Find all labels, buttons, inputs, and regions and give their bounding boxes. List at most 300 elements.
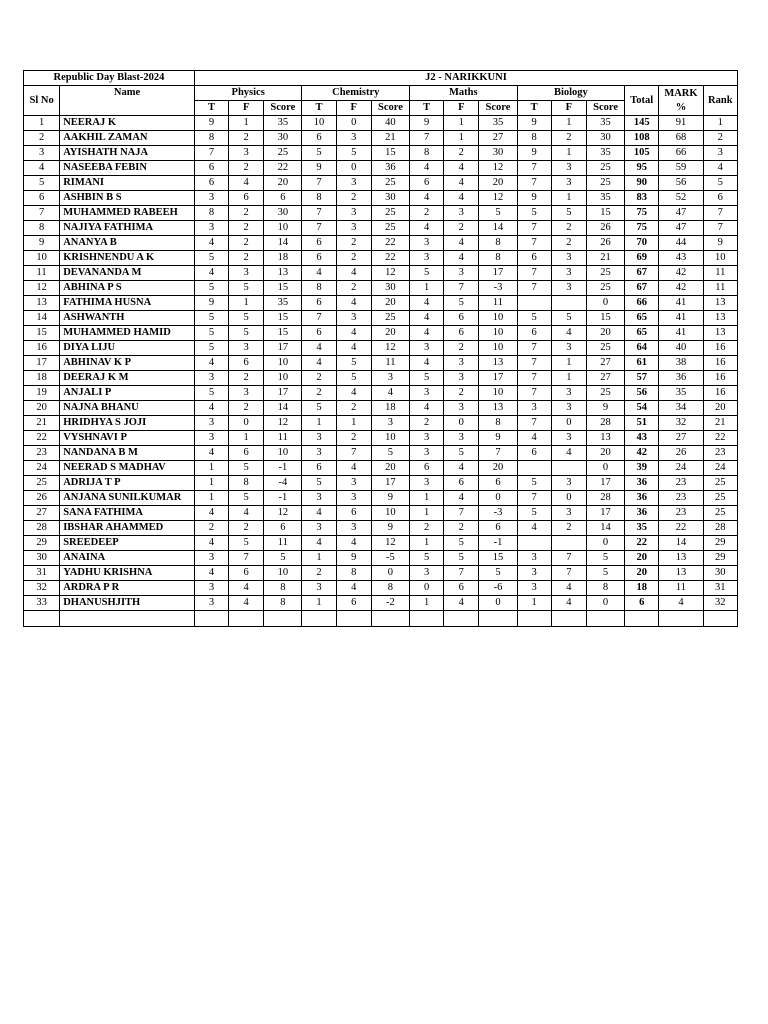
table-row — [24, 131, 738, 146]
physics-f-cell: 2 — [229, 401, 264, 416]
student-name-cell: NAJIYA FATHIMA — [60, 221, 195, 236]
biology-f-cell: 7 — [551, 566, 586, 581]
rank-cell: 24 — [703, 461, 737, 476]
biology-f-cell: 3 — [551, 341, 586, 356]
mark-percent-cell: 40 — [659, 341, 703, 356]
chemistry-t-cell: 6 — [302, 326, 336, 341]
table-row — [24, 536, 738, 551]
sl-no-cell: 19 — [24, 386, 60, 401]
table-row — [24, 146, 738, 161]
maths-f-cell: 0 — [444, 416, 479, 431]
chemistry-f-cell: 3 — [336, 476, 371, 491]
maths-f-cell: 6 — [444, 311, 479, 326]
maths-score-cell: 10 — [479, 311, 517, 326]
biology-t-cell: 7 — [517, 386, 551, 401]
mark-percent-cell: 41 — [659, 311, 703, 326]
sl-no-cell: 1 — [24, 116, 60, 131]
physics-t-cell: 5 — [194, 341, 228, 356]
mark-percent-cell: 4 — [659, 596, 703, 611]
subject-chemistry-header: Chemistry — [302, 86, 410, 101]
physics-score-cell: 30 — [264, 206, 302, 221]
physics-score-cell: 12 — [264, 506, 302, 521]
maths-f-cell: 4 — [444, 491, 479, 506]
biology-t-cell — [517, 461, 551, 476]
table-row — [24, 161, 738, 176]
chemistry-f-cell: 3 — [336, 176, 371, 191]
chemistry-f-cell: 4 — [336, 326, 371, 341]
mark-percent-line1: MARK — [664, 87, 698, 99]
maths-t-cell: 7 — [410, 131, 444, 146]
mark-percent-line2: % — [675, 101, 687, 113]
biology-f-cell: 1 — [551, 371, 586, 386]
chemistry-t-cell: 1 — [302, 416, 336, 431]
maths-score-cell: 10 — [479, 386, 517, 401]
physics-f-cell: 7 — [229, 551, 264, 566]
physics-t-cell: 9 — [194, 296, 228, 311]
biology-f-cell: 4 — [551, 581, 586, 596]
mark-percent-cell: 41 — [659, 296, 703, 311]
student-name-cell: NEERAD S MADHAV — [60, 461, 195, 476]
biology-score-cell: 25 — [586, 266, 624, 281]
maths-f-cell: 3 — [444, 206, 479, 221]
maths-f-cell: 5 — [444, 536, 479, 551]
maths-t-cell: 1 — [410, 536, 444, 551]
maths-t-cell: 4 — [410, 326, 444, 341]
biology-t-header: T — [517, 101, 551, 116]
mark-percent-cell: 23 — [659, 506, 703, 521]
mark-percent-cell: 23 — [659, 476, 703, 491]
physics-f-cell: 4 — [229, 506, 264, 521]
chemistry-f-cell: 2 — [336, 401, 371, 416]
maths-f-cell: 2 — [444, 341, 479, 356]
rank-header: Rank — [703, 86, 737, 116]
biology-t-cell: 7 — [517, 236, 551, 251]
sl-no-cell: 5 — [24, 176, 60, 191]
biology-t-cell: 6 — [517, 251, 551, 266]
biology-score-cell: 17 — [586, 506, 624, 521]
sl-no-cell: 14 — [24, 311, 60, 326]
rank-cell: 28 — [703, 521, 737, 536]
maths-f-cell: 5 — [444, 296, 479, 311]
biology-t-cell: 7 — [517, 491, 551, 506]
mark-percent-cell: 36 — [659, 371, 703, 386]
total-cell: 57 — [625, 371, 659, 386]
maths-f-cell: 3 — [444, 431, 479, 446]
total-cell: 108 — [625, 131, 659, 146]
rank-cell: 22 — [703, 431, 737, 446]
student-name-cell: SANA FATHIMA — [60, 506, 195, 521]
maths-score-cell: 8 — [479, 416, 517, 431]
empty-cell — [586, 611, 624, 627]
chemistry-t-cell: 4 — [302, 506, 336, 521]
chemistry-score-cell: -5 — [371, 551, 409, 566]
event-title: Republic Day Blast-2024 — [24, 71, 195, 86]
total-cell: 6 — [625, 596, 659, 611]
physics-t-cell: 3 — [194, 416, 228, 431]
biology-score-cell: 25 — [586, 161, 624, 176]
maths-t-cell: 3 — [410, 566, 444, 581]
mark-percent-cell: 52 — [659, 191, 703, 206]
physics-f-cell: 6 — [229, 191, 264, 206]
mark-percent-cell: 68 — [659, 131, 703, 146]
biology-score-cell: 27 — [586, 371, 624, 386]
physics-f-cell: 5 — [229, 281, 264, 296]
student-name-cell: ABHINA P S — [60, 281, 195, 296]
chemistry-score-cell: 10 — [371, 506, 409, 521]
physics-f-cell: 1 — [229, 116, 264, 131]
chemistry-f-cell: 0 — [336, 116, 371, 131]
chemistry-t-cell: 5 — [302, 476, 336, 491]
total-cell: 39 — [625, 461, 659, 476]
maths-t-cell: 3 — [410, 251, 444, 266]
maths-t-cell: 2 — [410, 206, 444, 221]
chemistry-t-cell: 4 — [302, 266, 336, 281]
physics-f-cell: 2 — [229, 221, 264, 236]
table-row — [24, 551, 738, 566]
sl-no-cell: 33 — [24, 596, 60, 611]
chemistry-f-cell: 4 — [336, 266, 371, 281]
physics-score-cell: 35 — [264, 116, 302, 131]
chemistry-t-cell: 2 — [302, 386, 336, 401]
chemistry-score-cell: 9 — [371, 521, 409, 536]
biology-f-cell: 3 — [551, 401, 586, 416]
biology-f-cell: 4 — [551, 326, 586, 341]
biology-t-cell — [517, 536, 551, 551]
total-cell: 36 — [625, 476, 659, 491]
biology-t-cell: 7 — [517, 281, 551, 296]
physics-score-cell: 17 — [264, 341, 302, 356]
biology-score-cell: 5 — [586, 566, 624, 581]
chemistry-f-cell: 3 — [336, 206, 371, 221]
chemistry-score-cell: 20 — [371, 296, 409, 311]
total-cell: 35 — [625, 521, 659, 536]
physics-score-cell: 10 — [264, 221, 302, 236]
student-name-cell: AYISHATH NAJA — [60, 146, 195, 161]
empty-cell — [194, 611, 228, 627]
physics-score-header: Score — [264, 101, 302, 116]
maths-t-header: T — [410, 101, 444, 116]
sl-no-header: Sl No — [24, 86, 60, 116]
chemistry-t-cell: 7 — [302, 206, 336, 221]
biology-t-cell: 3 — [517, 551, 551, 566]
student-name-cell: YADHU KRISHNA — [60, 566, 195, 581]
maths-score-cell: 10 — [479, 341, 517, 356]
biology-f-cell — [551, 296, 586, 311]
maths-t-cell: 4 — [410, 221, 444, 236]
table-row — [24, 356, 738, 371]
empty-cell — [371, 611, 409, 627]
maths-score-cell: 7 — [479, 446, 517, 461]
physics-score-cell: 14 — [264, 236, 302, 251]
biology-f-cell: 3 — [551, 266, 586, 281]
chemistry-f-cell: 2 — [336, 431, 371, 446]
centre-title: J2 - NARIKKUNI — [194, 71, 737, 86]
student-name-cell: ARDRA P R — [60, 581, 195, 596]
rank-cell: 5 — [703, 176, 737, 191]
chemistry-score-cell: 3 — [371, 371, 409, 386]
physics-t-cell: 7 — [194, 146, 228, 161]
maths-t-cell: 3 — [410, 341, 444, 356]
maths-f-cell: 4 — [444, 191, 479, 206]
total-cell: 54 — [625, 401, 659, 416]
empty-cell — [336, 611, 371, 627]
empty-cell — [479, 611, 517, 627]
table-row — [24, 191, 738, 206]
maths-score-cell: 12 — [479, 161, 517, 176]
chemistry-t-cell: 8 — [302, 281, 336, 296]
biology-score-cell: 0 — [586, 536, 624, 551]
chemistry-t-cell: 3 — [302, 446, 336, 461]
student-name-cell: HRIDHYA S JOJI — [60, 416, 195, 431]
rank-cell: 29 — [703, 536, 737, 551]
sl-no-cell: 4 — [24, 161, 60, 176]
student-name-cell: SREEDEEP — [60, 536, 195, 551]
physics-score-cell: 15 — [264, 326, 302, 341]
student-name-cell: MUHAMMED HAMID — [60, 326, 195, 341]
maths-score-cell: 6 — [479, 476, 517, 491]
chemistry-t-cell: 4 — [302, 341, 336, 356]
student-name-cell: NANDANA B M — [60, 446, 195, 461]
chemistry-t-cell: 2 — [302, 371, 336, 386]
maths-f-cell: 3 — [444, 266, 479, 281]
biology-score-cell: 9 — [586, 401, 624, 416]
physics-score-cell: 10 — [264, 566, 302, 581]
biology-score-cell: 8 — [586, 581, 624, 596]
physics-score-cell: 22 — [264, 161, 302, 176]
sl-no-cell: 3 — [24, 146, 60, 161]
biology-t-cell: 1 — [517, 596, 551, 611]
student-name-cell: IBSHAR AHAMMED — [60, 521, 195, 536]
maths-score-cell: 17 — [479, 266, 517, 281]
biology-f-cell: 5 — [551, 311, 586, 326]
chemistry-f-cell: 4 — [336, 461, 371, 476]
physics-f-cell: 4 — [229, 596, 264, 611]
physics-t-cell: 5 — [194, 281, 228, 296]
rank-cell: 3 — [703, 146, 737, 161]
chemistry-t-cell: 6 — [302, 236, 336, 251]
empty-cell — [659, 611, 703, 627]
biology-f-cell: 1 — [551, 146, 586, 161]
chemistry-score-cell: 17 — [371, 476, 409, 491]
physics-f-cell: 0 — [229, 416, 264, 431]
rank-cell: 25 — [703, 476, 737, 491]
physics-t-cell: 3 — [194, 371, 228, 386]
empty-cell — [60, 611, 195, 627]
maths-f-cell: 6 — [444, 326, 479, 341]
chemistry-t-cell: 8 — [302, 191, 336, 206]
student-name-cell: AAKHIL ZAMAN — [60, 131, 195, 146]
biology-f-cell: 3 — [551, 176, 586, 191]
student-name-cell: KRISHNENDU A K — [60, 251, 195, 266]
physics-score-cell: 17 — [264, 386, 302, 401]
chemistry-t-cell: 7 — [302, 176, 336, 191]
physics-f-cell: 5 — [229, 491, 264, 506]
physics-score-cell: 5 — [264, 551, 302, 566]
biology-score-cell: 25 — [586, 176, 624, 191]
mark-percent-cell: 26 — [659, 446, 703, 461]
biology-t-cell: 3 — [517, 401, 551, 416]
chemistry-t-cell: 6 — [302, 296, 336, 311]
table-row — [24, 566, 738, 581]
sl-no-cell: 26 — [24, 491, 60, 506]
biology-t-cell: 4 — [517, 431, 551, 446]
maths-t-cell: 1 — [410, 281, 444, 296]
chemistry-t-cell: 1 — [302, 596, 336, 611]
physics-score-cell: 8 — [264, 596, 302, 611]
rank-cell: 16 — [703, 356, 737, 371]
biology-f-cell: 3 — [551, 386, 586, 401]
total-header: Total — [625, 86, 659, 116]
maths-f-header: F — [444, 101, 479, 116]
maths-score-cell: 8 — [479, 236, 517, 251]
empty-cell — [264, 611, 302, 627]
maths-score-cell: 13 — [479, 401, 517, 416]
mark-percent-cell: 59 — [659, 161, 703, 176]
biology-t-cell: 9 — [517, 116, 551, 131]
physics-f-cell: 6 — [229, 446, 264, 461]
total-cell: 64 — [625, 341, 659, 356]
table-row — [24, 206, 738, 221]
title-row — [24, 71, 738, 86]
rank-cell: 31 — [703, 581, 737, 596]
total-cell: 61 — [625, 356, 659, 371]
student-name-cell: ASHWANTH — [60, 311, 195, 326]
chemistry-t-cell: 3 — [302, 581, 336, 596]
rank-cell: 32 — [703, 596, 737, 611]
biology-f-cell: 2 — [551, 131, 586, 146]
table-row — [24, 506, 738, 521]
physics-t-cell: 5 — [194, 386, 228, 401]
biology-f-cell: 3 — [551, 506, 586, 521]
empty-cell — [703, 611, 737, 627]
physics-t-cell: 1 — [194, 491, 228, 506]
maths-t-cell: 5 — [410, 266, 444, 281]
maths-f-cell: 4 — [444, 251, 479, 266]
chemistry-t-cell: 9 — [302, 161, 336, 176]
rank-cell: 1 — [703, 116, 737, 131]
mark-percent-header — [659, 86, 703, 116]
maths-score-cell: -3 — [479, 281, 517, 296]
biology-f-cell: 3 — [551, 161, 586, 176]
sl-no-cell: 11 — [24, 266, 60, 281]
biology-score-cell: 15 — [586, 311, 624, 326]
physics-score-cell: -1 — [264, 461, 302, 476]
empty-cell — [551, 611, 586, 627]
rank-cell: 9 — [703, 236, 737, 251]
maths-f-cell: 4 — [444, 236, 479, 251]
maths-t-cell: 5 — [410, 551, 444, 566]
chemistry-score-cell: -2 — [371, 596, 409, 611]
biology-score-cell: 0 — [586, 596, 624, 611]
biology-f-cell: 4 — [551, 446, 586, 461]
maths-score-cell: 8 — [479, 251, 517, 266]
biology-score-cell: 35 — [586, 116, 624, 131]
maths-f-cell: 2 — [444, 521, 479, 536]
empty-cell — [302, 611, 336, 627]
physics-t-cell: 3 — [194, 551, 228, 566]
chemistry-f-cell: 2 — [336, 251, 371, 266]
biology-score-cell: 28 — [586, 416, 624, 431]
chemistry-score-cell: 22 — [371, 251, 409, 266]
chemistry-score-cell: 9 — [371, 491, 409, 506]
biology-f-cell — [551, 461, 586, 476]
subject-biology-header: Biology — [517, 86, 625, 101]
sl-no-cell: 27 — [24, 506, 60, 521]
student-name-cell: FATHIMA HUSNA — [60, 296, 195, 311]
maths-score-cell: 6 — [479, 521, 517, 536]
physics-f-cell: 2 — [229, 371, 264, 386]
chemistry-f-cell: 3 — [336, 131, 371, 146]
maths-f-cell: 2 — [444, 146, 479, 161]
mark-percent-cell: 11 — [659, 581, 703, 596]
biology-t-cell: 7 — [517, 356, 551, 371]
maths-score-cell: 5 — [479, 566, 517, 581]
chemistry-score-cell: 12 — [371, 341, 409, 356]
rank-cell: 11 — [703, 281, 737, 296]
biology-t-cell: 9 — [517, 146, 551, 161]
sl-no-cell: 32 — [24, 581, 60, 596]
student-name-cell: DHANUSHJITH — [60, 596, 195, 611]
table-row — [24, 431, 738, 446]
physics-t-cell: 5 — [194, 311, 228, 326]
physics-f-cell: 3 — [229, 341, 264, 356]
total-cell: 75 — [625, 206, 659, 221]
rank-cell: 16 — [703, 386, 737, 401]
biology-score-cell: 17 — [586, 476, 624, 491]
table-row — [24, 581, 738, 596]
sl-no-cell: 18 — [24, 371, 60, 386]
mark-percent-cell: 32 — [659, 416, 703, 431]
physics-t-cell: 4 — [194, 536, 228, 551]
maths-f-cell: 5 — [444, 446, 479, 461]
table-row — [24, 521, 738, 536]
maths-f-cell: 4 — [444, 176, 479, 191]
subject-physics-header: Physics — [194, 86, 302, 101]
maths-score-cell: -3 — [479, 506, 517, 521]
physics-f-cell: 4 — [229, 176, 264, 191]
student-name-cell: ANJANA SUNILKUMAR — [60, 491, 195, 506]
student-name-cell: ANJALI P — [60, 386, 195, 401]
total-cell: 43 — [625, 431, 659, 446]
maths-t-cell: 4 — [410, 296, 444, 311]
physics-f-cell: 2 — [229, 521, 264, 536]
chemistry-f-cell: 5 — [336, 356, 371, 371]
biology-t-cell: 7 — [517, 221, 551, 236]
maths-score-cell: 10 — [479, 326, 517, 341]
subject-header-row — [24, 86, 738, 101]
biology-score-cell: 25 — [586, 341, 624, 356]
physics-f-cell: 6 — [229, 356, 264, 371]
maths-score-cell: 13 — [479, 356, 517, 371]
maths-f-cell: 7 — [444, 506, 479, 521]
physics-f-cell: 2 — [229, 206, 264, 221]
physics-t-cell: 3 — [194, 596, 228, 611]
maths-f-cell: 4 — [444, 596, 479, 611]
biology-score-header: Score — [586, 101, 624, 116]
sl-no-cell: 2 — [24, 131, 60, 146]
biology-score-cell: 26 — [586, 236, 624, 251]
rank-cell: 4 — [703, 161, 737, 176]
biology-f-cell: 7 — [551, 551, 586, 566]
maths-t-cell: 6 — [410, 461, 444, 476]
physics-t-cell: 4 — [194, 401, 228, 416]
table-row — [24, 416, 738, 431]
chemistry-score-cell: 4 — [371, 386, 409, 401]
chemistry-f-cell: 6 — [336, 506, 371, 521]
subject-maths-header: Maths — [410, 86, 518, 101]
chemistry-score-cell: 5 — [371, 446, 409, 461]
chemistry-score-cell: 12 — [371, 536, 409, 551]
